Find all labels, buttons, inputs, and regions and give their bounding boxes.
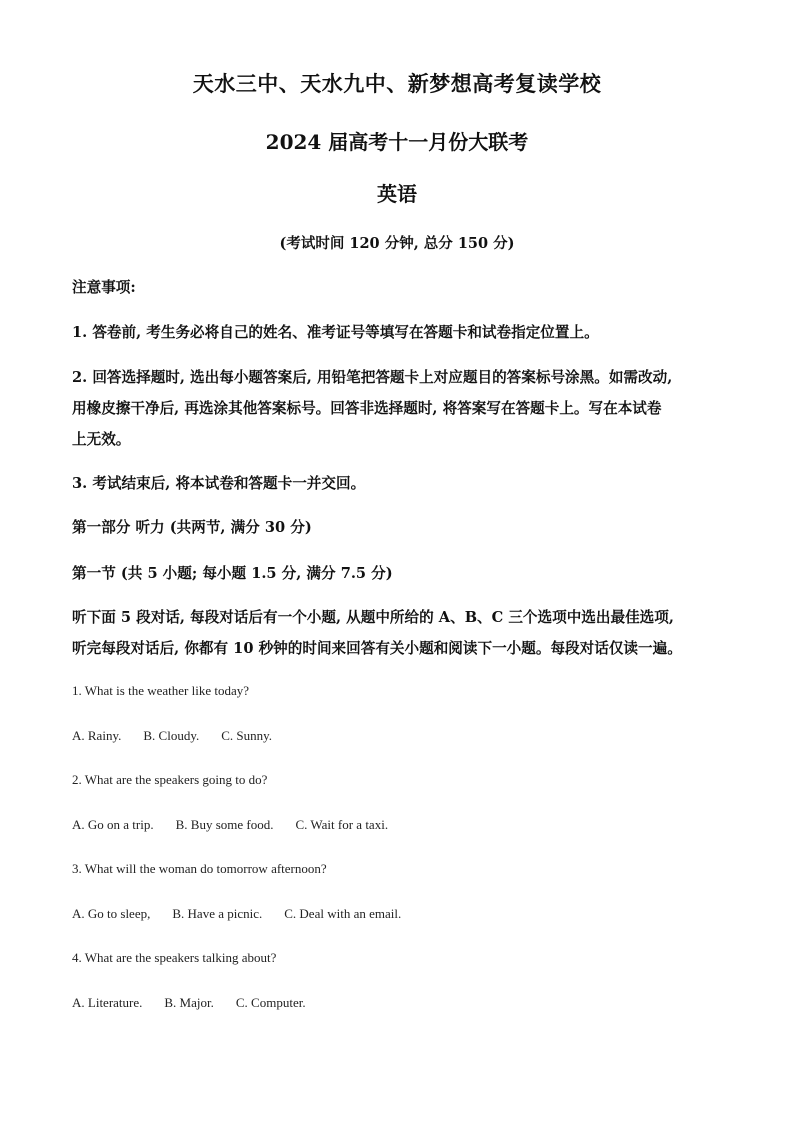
notice-item-3: 3. 考试结束后, 将本试卷和答题卡一并交回。: [72, 475, 366, 492]
section-sub-1: 第一节 (共 5 小题; 每小题 1.5 分, 满分 7.5 分): [72, 565, 393, 582]
exam-info: (考试时间 120 分钟, 总分 150 分): [279, 235, 515, 252]
question-3-stem: 3. What will the woman do tomorrow afternoon?: [72, 861, 327, 876]
notice-item-1: 1. 答卷前, 考生务必将自己的姓名、准考证号等填写在答题卡和试卷指定位置上。: [72, 324, 599, 341]
option-c: C. Sunny.: [221, 728, 273, 743]
option-b: B. Buy some food.: [175, 817, 274, 832]
option-b: B. Cloudy.: [143, 728, 200, 743]
option-c: C. Wait for a taxi.: [295, 817, 389, 832]
option-a: A. Go on a trip.: [72, 817, 154, 832]
subject-title: 英语: [377, 182, 417, 206]
option-a: A. Go to sleep,: [72, 906, 151, 921]
notice-item-2-line-3: 上无效。: [72, 431, 131, 448]
section-part-1: 第一部分 听力 (共两节, 满分 30 分): [72, 519, 312, 536]
school-title: 天水三中、天水九中、新梦想高考复读学校: [192, 71, 602, 96]
question-2-stem: 2. What are the speakers going to do?: [72, 772, 268, 787]
question-4-options: [72, 995, 306, 1011]
question-3-options: [72, 906, 401, 922]
option-c: C. Computer.: [235, 995, 306, 1010]
notice-heading: 注意事项:: [72, 279, 136, 296]
option-c: C. Deal with an email.: [284, 906, 402, 921]
option-b: B. Have a picnic.: [172, 906, 263, 921]
option-a: A. Rainy.: [72, 728, 122, 743]
question-1-stem: 1. What is the weather like today?: [72, 683, 250, 698]
notice-item-2-line-2: 用橡皮擦干净后, 再选涂其他答案标号。回答非选择题时, 将答案写在答题卡上。写在本试卷: [72, 400, 662, 417]
exam-title: 2024 届高考十一月份大联考: [265, 130, 529, 154]
notice-item-2-line-1: 2. 回答选择题时, 选出每小题答案后, 用铅笔把答题卡上对应题目的答案标号涂黑。如需改动,: [72, 369, 673, 386]
question-4-stem: 4. What are the speakers talking about?: [72, 950, 277, 965]
instructions-line-2: 听完每段对话后, 你都有 10 秒钟的时间来回答有关小题和阅读下一小题。每段对话仅读一遍。: [72, 640, 682, 657]
instructions-line-1: 听下面 5 段对话, 每段对话后有一个小题, 从题中所给的 A、B、C 三个选项中选出最佳选项,: [72, 609, 674, 626]
question-1-options: [72, 728, 272, 744]
question-2-options: [72, 817, 388, 833]
option-b: B. Major.: [164, 995, 214, 1010]
option-a: A. Literature.: [72, 995, 143, 1010]
